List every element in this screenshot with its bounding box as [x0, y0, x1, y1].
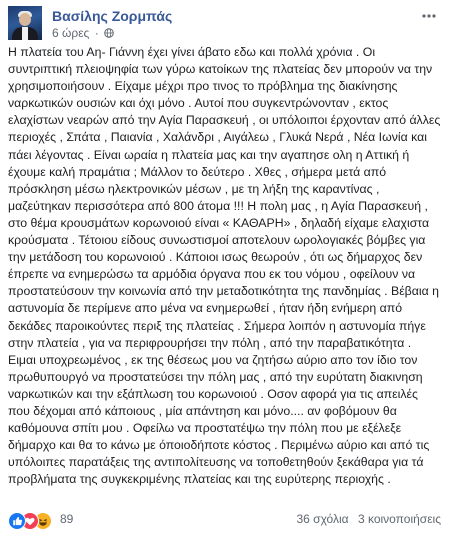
meta-separator: · — [94, 26, 99, 40]
globe-icon[interactable] — [104, 27, 114, 37]
post-paragraph: Η πλατεία του Αη- Γιάννη έχει γίνει άβατο εδω και πολλά χρόνια . Οι συντριπτική πλειοψηφία των γύρω κατοίκων της πλατείας δεν μπορούν να την χρησιμοποιήσουν . Είχαμε μέχρι προ τινος το πρόβλημα της διακίνησης ναρκωτικών ουσιών και όχι μόνο . Αυτοί που συγκεντρώνονταν , εκτος ελαχίστων νεαρών από την Αγία Παρασκευή , οι υπόλοιποι έρχονταν από άλλες περιοχές , Σπάτα , Παιανία , Χαλάνδρι , Αιγάλεω , Γλυκά Νερά , Νέα Ιωνία και πάει λέγοντας . Είναι ωραία η πλατεία μας και την αγαπησε ολη η Αττική ή έχουμε καλή πραμάτια ; Μάλλον το δεύτερο . Χθες , σήμερα μετά από πρόσκληση μέσω ηλεκτρονικών μέσων , με τη λήξη της καραντίνας , μαζεύτηκαν περισσότερα από 800 άτομα !!! Η πολη μας , η Αγία Παρασκευή , στο θέμα κρουσμάτων κορωνοιού είναι « ΚΑΘΑΡΗ» , δηλαδή είχαμε ελαχιστα κρούσματα . Τέτοιου είδους συνωστισμοί αποτελουν ωρολογιακές βόμβες για την μετάδοση του κορωνοιού . Κάποιοι ισως θεωρούν , ότι ως δήμαρχος δεν έπρεπε να ενημερώσω τα αρμόδια όργανα που εκ του νόμου , οφείλουν να προστατεύσουν την κοινωνία από την μεταδοτικότητα της πανδημίας . Βέβαια η αστυνομία δε περίμενε απο μένα να ενημερωθεί , ήταν ήδη ενήμερη από δεκάδες παροικούντες περιξ της πλατείας . Σήμερα λοιπόν η αστυνομία πήγε στην πλατεία , για να περιφρουρήσει την πόλη , από την παραβατικότητα . Ειμαι υποχρεωμένος , εκ της θέσεως μου να ζητήσω αύριο απο τον ίδιο τον πρωθυπουργό να προστατεύσει την πόλη μας , από την ευρύτατη διακινηση ναρκωτικών και την εξάπλωση του κορωνοιού . Οσον αφορά για τις απειλές που δέχομαι από κάποιους , μία απάντηση και μόνο.... αν φοβόμουν θα καθόμουνα σπίτι μου . Οφείλω να προστατέψω την πόλη που με εξέλεξε δήμαρχο και θα το κάνω με όποιοδήποτε κόστος . Περιμένω αύριο και από τις υπόλοιπες παρατάξεις της αντιπολίτευσης να τοποθετηθούν ξεκάθαρα για τά προβλήματα της συγκεκριμένης πλατείας και της ευρύτερης περιοχής . — [8, 45, 444, 487]
post-header — [8, 6, 441, 40]
author-name[interactable]: Βασίλης Ζορμπάς — [52, 8, 173, 24]
more-options-icon[interactable] — [421, 6, 437, 24]
post-time[interactable]: 6 ώρες — [52, 26, 90, 40]
post-text — [8, 44, 444, 488]
avatar[interactable] — [8, 6, 42, 40]
reaction-count[interactable]: 89 — [60, 512, 74, 526]
post-footer — [8, 510, 441, 530]
shares-count[interactable]: 3 κοινοποιήσεις — [357, 512, 441, 526]
engagement-stats — [296, 512, 441, 526]
comments-count[interactable]: 36 σχόλια — [296, 512, 349, 526]
like-reaction-icon — [8, 512, 26, 530]
post-meta — [52, 26, 114, 40]
